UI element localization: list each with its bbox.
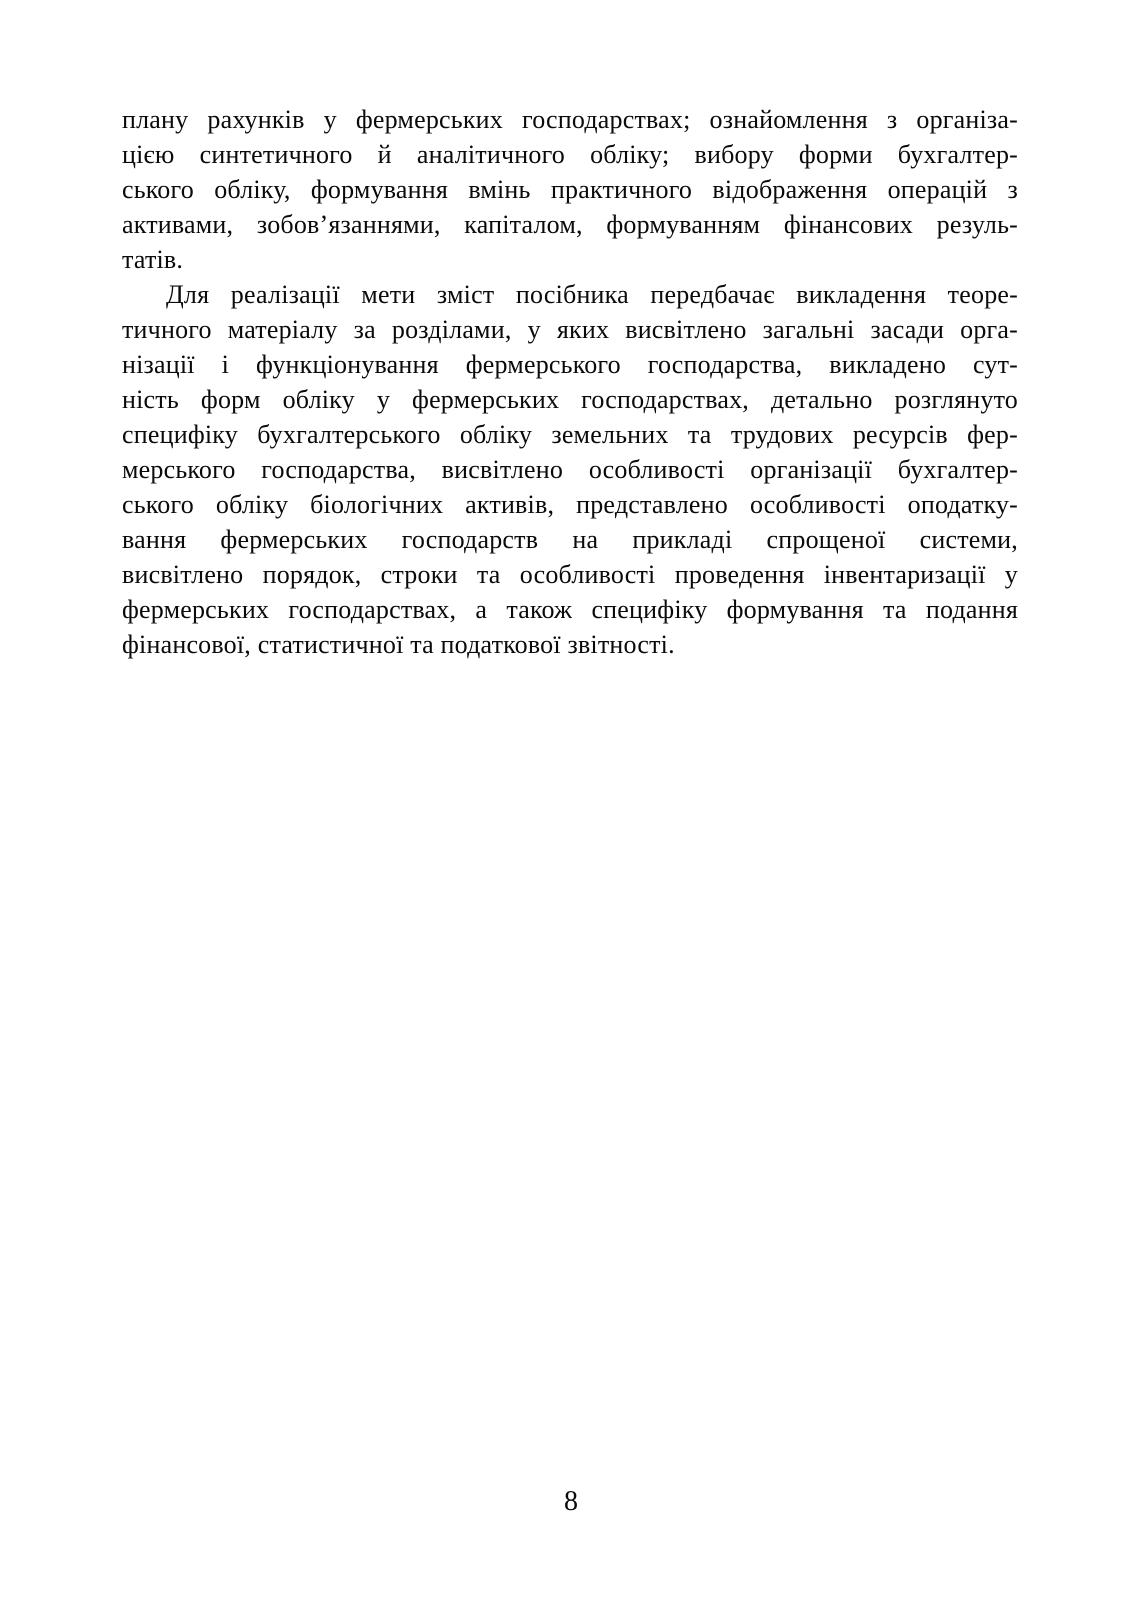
text-line: ського обліку біологічних активів, представлено особливості оподатку-	[122, 490, 1018, 519]
text-line: фінансової, статистичної та податкової звітності.	[122, 630, 675, 659]
text-line: Для реалізації мети зміст посібника передбачає викладення теоре-	[166, 280, 1018, 309]
text-line: вання фермерських господарств на прикладі спрощеної системи,	[122, 525, 1018, 554]
text-line: мерського господарства, висвітлено особливості організації бухгалтер-	[122, 455, 1018, 484]
text-line: активами, зобов’язаннями, капіталом, формуванням фінансових резуль-	[122, 210, 1018, 239]
text-line: нізації і функціонування фермерського господарства, викладено сут-	[122, 350, 1018, 379]
text-block	[122, 102, 1018, 662]
text-line: плану рахунків у фермерських господарствах; ознайомлення з організа-	[122, 105, 1018, 134]
text-line: ського обліку, формування вмінь практичного відображення операцій з	[122, 175, 1018, 204]
text-line: фермерських господарствах, а також специфіку формування та подання	[122, 595, 1018, 624]
text-line: висвітлено порядок, строки та особливості проведення інвентаризації у	[122, 560, 1018, 589]
text-line: специфіку бухгалтерського обліку земельних та трудових ресурсів фер-	[122, 420, 1018, 449]
text-line: тичного матеріалу за розділами, у яких висвітлено загальні засади орга-	[122, 315, 1018, 344]
text-line: ність форм обліку у фермерських господарствах, детально розглянуто	[122, 385, 1018, 414]
text-line: цією синтетичного й аналітичного обліку; вибору форми бухгалтер-	[122, 140, 1018, 169]
text-line: татів.	[122, 245, 184, 274]
page-number: 8	[564, 1486, 578, 1517]
